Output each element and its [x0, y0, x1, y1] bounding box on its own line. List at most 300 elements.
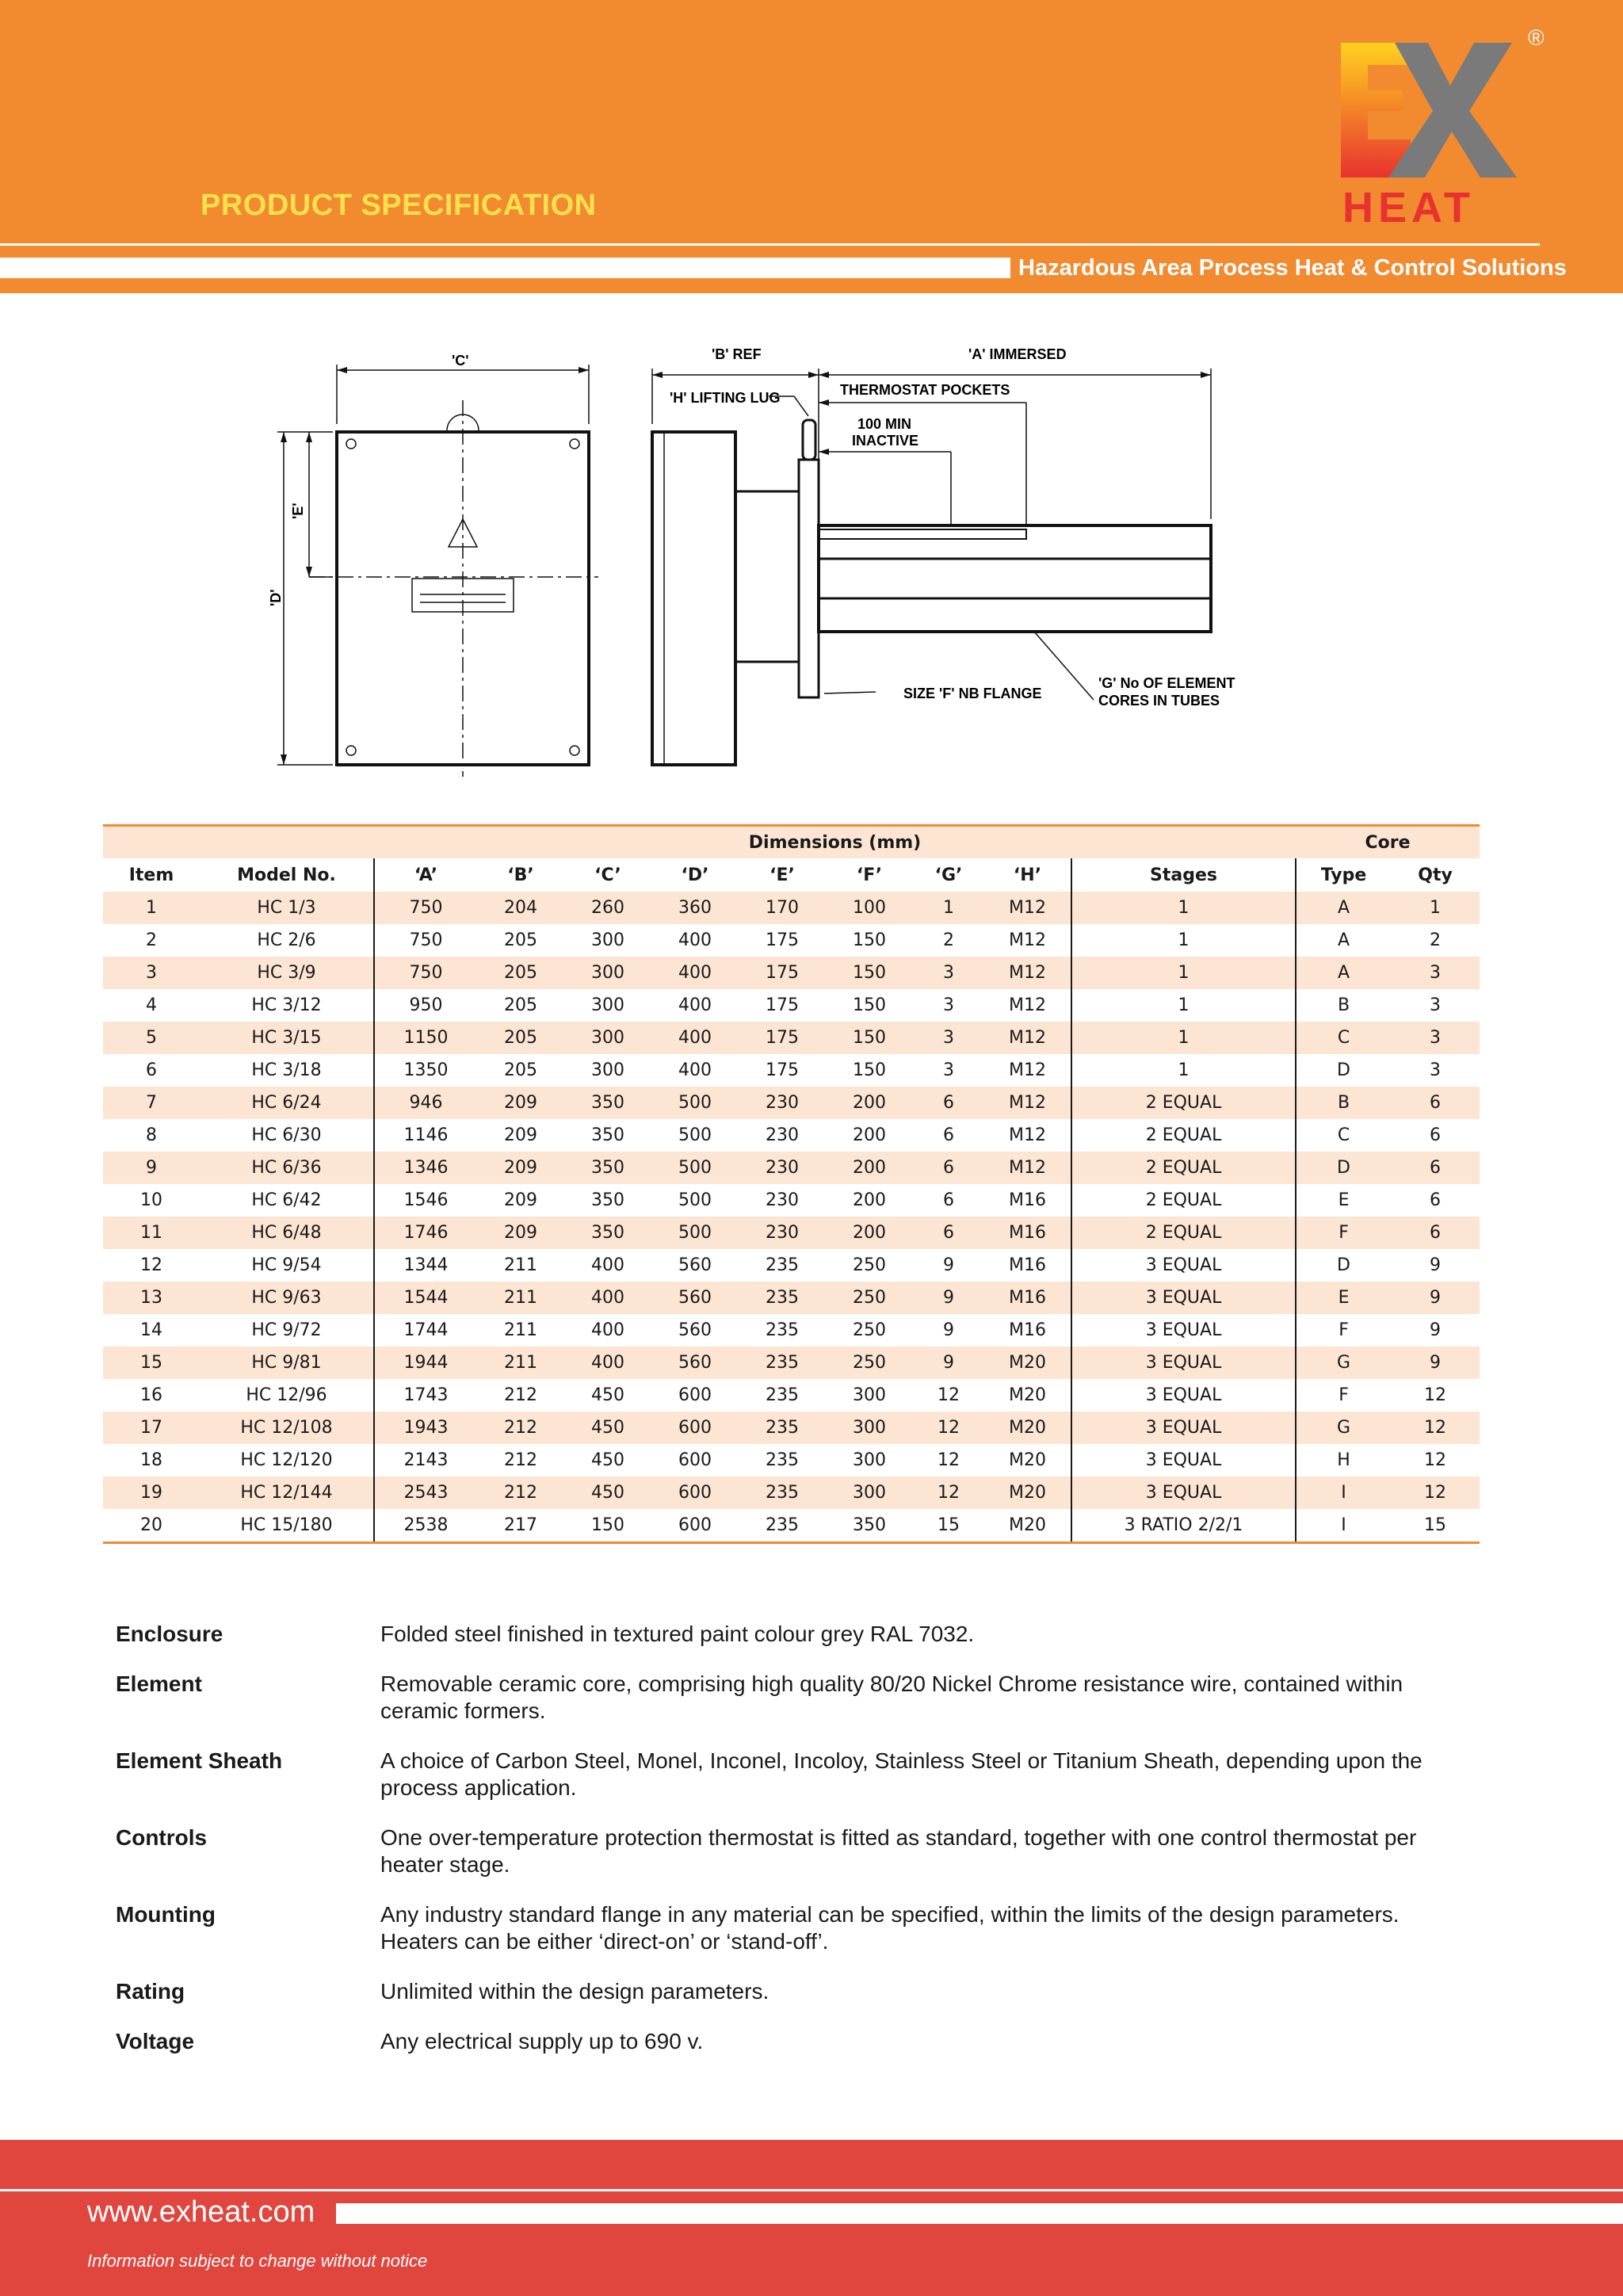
table-cell: 1	[1071, 989, 1296, 1022]
table-cell: HC 15/180	[200, 1509, 374, 1543]
table-cell: 300	[564, 957, 651, 989]
table-cell: 200	[826, 1184, 913, 1217]
table-cell: 500	[651, 1217, 739, 1249]
table-cell: 205	[477, 1054, 564, 1087]
table-cell: 1	[1071, 957, 1296, 989]
table-cell: 235	[739, 1282, 826, 1314]
table-cell: M20	[984, 1347, 1071, 1379]
table-cell: 175	[739, 957, 826, 989]
label-thermostat-pockets: THERMOSTAT POCKETS	[840, 382, 1010, 398]
label-h-lifting-lug: 'H' LIFTING LUG	[670, 390, 781, 406]
spec-label: Rating	[116, 1979, 185, 2004]
table-cell: 205	[477, 924, 564, 957]
spec-text: Any industry standard flange in any material can be specified, within the limits of the design parameters. Heaters can be either ‘direct-on’ or ‘stand-off’.	[380, 1902, 1400, 1954]
table-cell: 12	[1391, 1379, 1480, 1412]
table-cell: 211	[477, 1347, 564, 1379]
table-cell: 3 EQUAL	[1071, 1444, 1296, 1477]
table-cell: H	[1296, 1444, 1391, 1477]
table-cell: 1146	[374, 1119, 477, 1152]
table-cell: HC 6/42	[200, 1184, 374, 1217]
table-cell: 300	[826, 1379, 913, 1412]
table-cell: M12	[984, 924, 1071, 957]
table-cell: 8	[103, 1119, 200, 1152]
column-header: Stages	[1071, 858, 1296, 892]
table-cell: 204	[477, 892, 564, 924]
table-cell: 3	[1391, 957, 1480, 989]
table-cell: 1	[1071, 1022, 1296, 1054]
table-cell: C	[1296, 1022, 1391, 1054]
table-cell: 600	[651, 1509, 739, 1543]
table-cell: 3	[1391, 989, 1480, 1022]
table-cell: 500	[651, 1087, 739, 1119]
table-row	[103, 1184, 1480, 1217]
table-cell: 360	[651, 892, 739, 924]
table-cell: 400	[564, 1282, 651, 1314]
table-cell: 1	[1071, 924, 1296, 957]
table-cell: 9	[1391, 1249, 1480, 1282]
table-cell: 100	[826, 892, 913, 924]
table-cell: 2538	[374, 1509, 477, 1543]
table-cell: 1546	[374, 1184, 477, 1217]
table-cell: 300	[564, 924, 651, 957]
table-cell: A	[1296, 892, 1391, 924]
table-cell: 3 EQUAL	[1071, 1314, 1296, 1347]
column-header: ‘F’	[826, 858, 913, 892]
table-cell: 6	[1391, 1152, 1480, 1184]
table-cell: 212	[477, 1444, 564, 1477]
model-dimensions-table	[103, 824, 1480, 1544]
table-cell: 1150	[374, 1022, 477, 1054]
spec-row	[116, 1671, 1479, 1725]
spec-text: Removable ceramic core, comprising high quality 80/20 Nickel Chrome resistance wire, contained within ceramic formers.	[380, 1671, 1403, 1723]
table-cell: 350	[564, 1087, 651, 1119]
table-cell: 3	[913, 957, 984, 989]
table-cell: 450	[564, 1379, 651, 1412]
table-cell: 560	[651, 1249, 739, 1282]
table-cell: 150	[826, 1022, 913, 1054]
table-cell: 3	[1391, 1022, 1480, 1054]
table-cell: 250	[826, 1282, 913, 1314]
table-cell: 3 EQUAL	[1071, 1412, 1296, 1444]
header-tagline: Hazardous Area Process Heat & Control Solutions	[1018, 255, 1567, 281]
table-cell: G	[1296, 1412, 1391, 1444]
table-cell: E	[1296, 1282, 1391, 1314]
table-cell: 14	[103, 1314, 200, 1347]
table-row	[103, 892, 1480, 924]
table-row	[103, 1087, 1480, 1119]
spec-label: Mounting	[116, 1902, 216, 1927]
table-row	[103, 1282, 1480, 1314]
table-cell: 9	[1391, 1282, 1480, 1314]
table-cell: G	[1296, 1347, 1391, 1379]
table-cell: 175	[739, 1054, 826, 1087]
table-cell: D	[1296, 1152, 1391, 1184]
table-cell: 15	[913, 1509, 984, 1543]
table-cell: 3 EQUAL	[1071, 1477, 1296, 1509]
table-cell: 1344	[374, 1249, 477, 1282]
header-blank	[103, 826, 374, 859]
spec-text: A choice of Carbon Steel, Monel, Inconel, Incoloy, Stainless Steel or Titanium Sheath, depending upon the process application.	[380, 1748, 1423, 1800]
table-cell: 600	[651, 1444, 739, 1477]
label-flange: SIZE 'F' NB FLANGE	[903, 686, 1042, 701]
table-cell: HC 12/96	[200, 1379, 374, 1412]
table-cell: 2 EQUAL	[1071, 1087, 1296, 1119]
table-cell: 18	[103, 1444, 200, 1477]
table-row	[103, 1054, 1480, 1087]
table-cell: M12	[984, 957, 1071, 989]
table-cell: 3 EQUAL	[1071, 1347, 1296, 1379]
table-cell: 230	[739, 1217, 826, 1249]
table-cell: 212	[477, 1379, 564, 1412]
table-cell: 1	[1071, 1054, 1296, 1087]
table-cell: 200	[826, 1087, 913, 1119]
column-header: Qty	[1391, 858, 1480, 892]
table-cell: M20	[984, 1412, 1071, 1444]
table-cell: 20	[103, 1509, 200, 1543]
table-row	[103, 1249, 1480, 1282]
table-cell: 205	[477, 1022, 564, 1054]
table-cell: 250	[826, 1314, 913, 1347]
table-cell: 1	[1391, 892, 1480, 924]
spec-row	[116, 1621, 1479, 1648]
table-cell: 150	[826, 989, 913, 1022]
table-cell: F	[1296, 1314, 1391, 1347]
table-cell: 6	[913, 1152, 984, 1184]
table-cell: C	[1296, 1119, 1391, 1152]
table-row	[103, 957, 1480, 989]
table-cell: 2	[1391, 924, 1480, 957]
table-cell: 200	[826, 1152, 913, 1184]
spec-row	[116, 1978, 1479, 2005]
table-cell: 6	[103, 1054, 200, 1087]
table-cell: 19	[103, 1477, 200, 1509]
label-cores-1: 'G' No OF ELEMENT	[1098, 675, 1235, 691]
table-cell: 2	[913, 924, 984, 957]
heater-dimension-drawing	[262, 337, 1292, 789]
table-cell: 1944	[374, 1347, 477, 1379]
table-cell: HC 9/81	[200, 1347, 374, 1379]
table-cell: 3 EQUAL	[1071, 1379, 1296, 1412]
table-row	[103, 1347, 1480, 1379]
table-cell: 12	[103, 1249, 200, 1282]
logo-heat-text: HEAT	[1342, 184, 1475, 228]
table-cell: 209	[477, 1217, 564, 1249]
table-cell: 209	[477, 1119, 564, 1152]
table-row	[103, 1217, 1480, 1249]
table-cell: D	[1296, 1054, 1391, 1087]
table-cell: M12	[984, 1152, 1071, 1184]
table-cell: 175	[739, 924, 826, 957]
website-link[interactable]: www.exheat.com	[87, 2195, 315, 2229]
label-d: 'D'	[268, 589, 284, 606]
spec-text: Unlimited within the design parameters.	[380, 1979, 769, 2004]
spec-row	[116, 1824, 1479, 1878]
table-cell: 9	[913, 1282, 984, 1314]
table-cell: 3	[913, 1054, 984, 1087]
table-cell: 560	[651, 1282, 739, 1314]
table-cell: 500	[651, 1184, 739, 1217]
table-cell: M12	[984, 989, 1071, 1022]
table-cell: 6	[913, 1217, 984, 1249]
table-cell: 170	[739, 892, 826, 924]
table-cell: 300	[826, 1444, 913, 1477]
table-cell: 175	[739, 1022, 826, 1054]
label-min-1: 100 MIN	[857, 416, 912, 432]
table-cell: 9	[1391, 1314, 1480, 1347]
table-cell: B	[1296, 989, 1391, 1022]
table-cell: 300	[826, 1477, 913, 1509]
table-cell: 205	[477, 957, 564, 989]
table-row	[103, 989, 1480, 1022]
table-cell: 750	[374, 957, 477, 989]
spec-label: Enclosure	[116, 1622, 223, 1646]
table-cell: 235	[739, 1477, 826, 1509]
table-row	[103, 1314, 1480, 1347]
table-cell: 560	[651, 1314, 739, 1347]
table-cell: 2143	[374, 1444, 477, 1477]
table-cell: 1350	[374, 1054, 477, 1087]
table-cell: 5	[103, 1022, 200, 1054]
table-cell: E	[1296, 1184, 1391, 1217]
spec-row	[116, 1901, 1479, 1955]
table-cell: HC 6/36	[200, 1152, 374, 1184]
table-cell: M16	[984, 1314, 1071, 1347]
table-cell: M12	[984, 1119, 1071, 1152]
table-cell: 350	[564, 1217, 651, 1249]
column-header: ‘B’	[477, 858, 564, 892]
table-cell: HC 9/54	[200, 1249, 374, 1282]
table-cell: 450	[564, 1412, 651, 1444]
table-cell: 200	[826, 1217, 913, 1249]
spec-text: Any electrical supply up to 690 v.	[380, 2029, 704, 2053]
table-cell: 350	[564, 1184, 651, 1217]
table-cell: 9	[103, 1152, 200, 1184]
column-header: ‘A’	[374, 858, 477, 892]
table-cell: HC 3/15	[200, 1022, 374, 1054]
table-cell: 1	[103, 892, 200, 924]
table-cell: 1744	[374, 1314, 477, 1347]
table-cell: D	[1296, 1249, 1391, 1282]
table-cell: 209	[477, 1152, 564, 1184]
table-row	[103, 924, 1480, 957]
table-cell: 235	[739, 1509, 826, 1543]
table-cell: 2 EQUAL	[1071, 1217, 1296, 1249]
table-cell: 300	[564, 989, 651, 1022]
column-header: ‘C’	[564, 858, 651, 892]
table-cell: 450	[564, 1444, 651, 1477]
table-cell: 205	[477, 989, 564, 1022]
column-header: Type	[1296, 858, 1391, 892]
table-cell: 946	[374, 1087, 477, 1119]
table-cell: 2543	[374, 1477, 477, 1509]
table-cell: 12	[913, 1444, 984, 1477]
table-cell: 750	[374, 924, 477, 957]
table-cell: B	[1296, 1087, 1391, 1119]
table-cell: 7	[103, 1087, 200, 1119]
table-cell: I	[1296, 1509, 1391, 1543]
table-cell: 600	[651, 1412, 739, 1444]
page-title: PRODUCT SPECIFICATION	[200, 189, 597, 222]
table-cell: 1	[1071, 892, 1296, 924]
table-cell: 250	[826, 1347, 913, 1379]
table-cell: M20	[984, 1477, 1071, 1509]
table-cell: 150	[826, 1054, 913, 1087]
table-cell: 2 EQUAL	[1071, 1119, 1296, 1152]
table-cell: 175	[739, 989, 826, 1022]
column-header: ‘D’	[651, 858, 739, 892]
table-cell: 260	[564, 892, 651, 924]
table-cell: 6	[913, 1087, 984, 1119]
column-header: ‘E’	[739, 858, 826, 892]
table-row	[103, 1379, 1480, 1412]
table-cell: 211	[477, 1314, 564, 1347]
table-cell: 1	[913, 892, 984, 924]
label-cores-2: CORES IN TUBES	[1098, 693, 1220, 709]
table-cell: 2 EQUAL	[1071, 1184, 1296, 1217]
table-cell: 300	[564, 1054, 651, 1087]
table-cell: 3	[913, 1022, 984, 1054]
table-cell: A	[1296, 924, 1391, 957]
footer-white-bar	[336, 2203, 1623, 2224]
label-min-2: INACTIVE	[852, 433, 919, 449]
table-row	[103, 1152, 1480, 1184]
registered-mark: ®	[1528, 25, 1545, 50]
table-cell: 15	[103, 1347, 200, 1379]
table-cell: 300	[826, 1412, 913, 1444]
table-cell: 1746	[374, 1217, 477, 1249]
table-cell: 150	[564, 1509, 651, 1543]
table-row	[103, 1412, 1480, 1444]
table-cell: 2	[103, 924, 200, 957]
table-cell: 209	[477, 1184, 564, 1217]
table-cell: 217	[477, 1509, 564, 1543]
table-cell: 400	[651, 957, 739, 989]
table-cell: HC 2/6	[200, 924, 374, 957]
table-cell: 235	[739, 1249, 826, 1282]
table-cell: HC 12/120	[200, 1444, 374, 1477]
table-cell: 12	[913, 1412, 984, 1444]
spec-row	[116, 1748, 1479, 1801]
table-cell: HC 6/30	[200, 1119, 374, 1152]
table-cell: 400	[651, 989, 739, 1022]
table-cell: M12	[984, 1087, 1071, 1119]
table-cell: 9	[1391, 1347, 1480, 1379]
table-cell: 230	[739, 1184, 826, 1217]
table-cell: 6	[1391, 1119, 1480, 1152]
table-cell: 230	[739, 1119, 826, 1152]
table-cell: HC 6/24	[200, 1087, 374, 1119]
table-cell: 17	[103, 1412, 200, 1444]
column-header: ‘H’	[984, 858, 1071, 892]
exheat-logo	[1339, 38, 1545, 228]
table-cell: 400	[564, 1249, 651, 1282]
table-cell: 250	[826, 1249, 913, 1282]
table-cell: 500	[651, 1152, 739, 1184]
table-cell: HC 12/108	[200, 1412, 374, 1444]
table-cell: HC 6/48	[200, 1217, 374, 1249]
table-cell: 750	[374, 892, 477, 924]
table-cell: I	[1296, 1477, 1391, 1509]
table-cell: 211	[477, 1282, 564, 1314]
header-divider-line	[0, 243, 1540, 246]
table-cell: 3	[1391, 1054, 1480, 1087]
footer-divider-line	[0, 2189, 1623, 2191]
column-header: Model No.	[200, 858, 374, 892]
table-cell: 3	[913, 989, 984, 1022]
label-c: 'C'	[452, 353, 469, 369]
table-cell: 150	[826, 924, 913, 957]
table-cell: HC 3/18	[200, 1054, 374, 1087]
table-cell: 350	[564, 1119, 651, 1152]
column-header-row	[103, 858, 1480, 892]
table-body	[103, 892, 1480, 1543]
table-cell: M12	[984, 1022, 1071, 1054]
table-cell: 4	[103, 989, 200, 1022]
table-cell: 6	[913, 1184, 984, 1217]
table-cell: 209	[477, 1087, 564, 1119]
spec-text: Folded steel finished in textured paint colour grey RAL 7032.	[380, 1622, 975, 1646]
table-cell: 1943	[374, 1412, 477, 1444]
table-row	[103, 1477, 1480, 1509]
table-cell: 400	[651, 1054, 739, 1087]
table-cell: 6	[1391, 1217, 1480, 1249]
table-cell: HC 3/12	[200, 989, 374, 1022]
table-cell: 9	[913, 1347, 984, 1379]
table-cell: 450	[564, 1477, 651, 1509]
table-cell: HC 9/63	[200, 1282, 374, 1314]
table-cell: 235	[739, 1444, 826, 1477]
header-dimensions-group: Dimensions (mm)	[374, 826, 1296, 859]
column-header: Item	[103, 858, 200, 892]
column-header: ‘G’	[913, 858, 984, 892]
table-cell: 300	[564, 1022, 651, 1054]
table-cell: M20	[984, 1444, 1071, 1477]
table-cell: 10	[103, 1184, 200, 1217]
table-cell: 200	[826, 1119, 913, 1152]
spec-descriptions	[116, 1621, 1479, 2078]
table-cell: 1544	[374, 1282, 477, 1314]
table-row	[103, 1444, 1480, 1477]
table-cell: 350	[826, 1509, 913, 1543]
table-cell: A	[1296, 957, 1391, 989]
table-cell: 16	[103, 1379, 200, 1412]
table-cell: 230	[739, 1087, 826, 1119]
table-cell: 230	[739, 1152, 826, 1184]
table-cell: 3 EQUAL	[1071, 1282, 1296, 1314]
table-cell: M16	[984, 1184, 1071, 1217]
table-cell: HC 12/144	[200, 1477, 374, 1509]
table-cell: 235	[739, 1412, 826, 1444]
table-cell: 235	[739, 1379, 826, 1412]
table-row	[103, 1022, 1480, 1054]
table-cell: HC 3/9	[200, 957, 374, 989]
spec-label: Element	[116, 1671, 202, 1696]
spec-label: Voltage	[116, 2029, 195, 2053]
table-cell: 2 EQUAL	[1071, 1152, 1296, 1184]
page-footer	[0, 2140, 1623, 2296]
table-cell: M12	[984, 892, 1071, 924]
table-cell: M12	[984, 1054, 1071, 1087]
label-e: 'E'	[290, 502, 306, 519]
table-cell: 212	[477, 1477, 564, 1509]
table-cell: HC 9/72	[200, 1314, 374, 1347]
table-cell: 500	[651, 1119, 739, 1152]
table-cell: 3 RATIO 2/2/1	[1071, 1509, 1296, 1543]
footer-notice: Information subject to change without notice	[87, 2251, 428, 2271]
table-cell: 9	[913, 1314, 984, 1347]
table-cell: M16	[984, 1282, 1071, 1314]
table-cell: 6	[1391, 1184, 1480, 1217]
